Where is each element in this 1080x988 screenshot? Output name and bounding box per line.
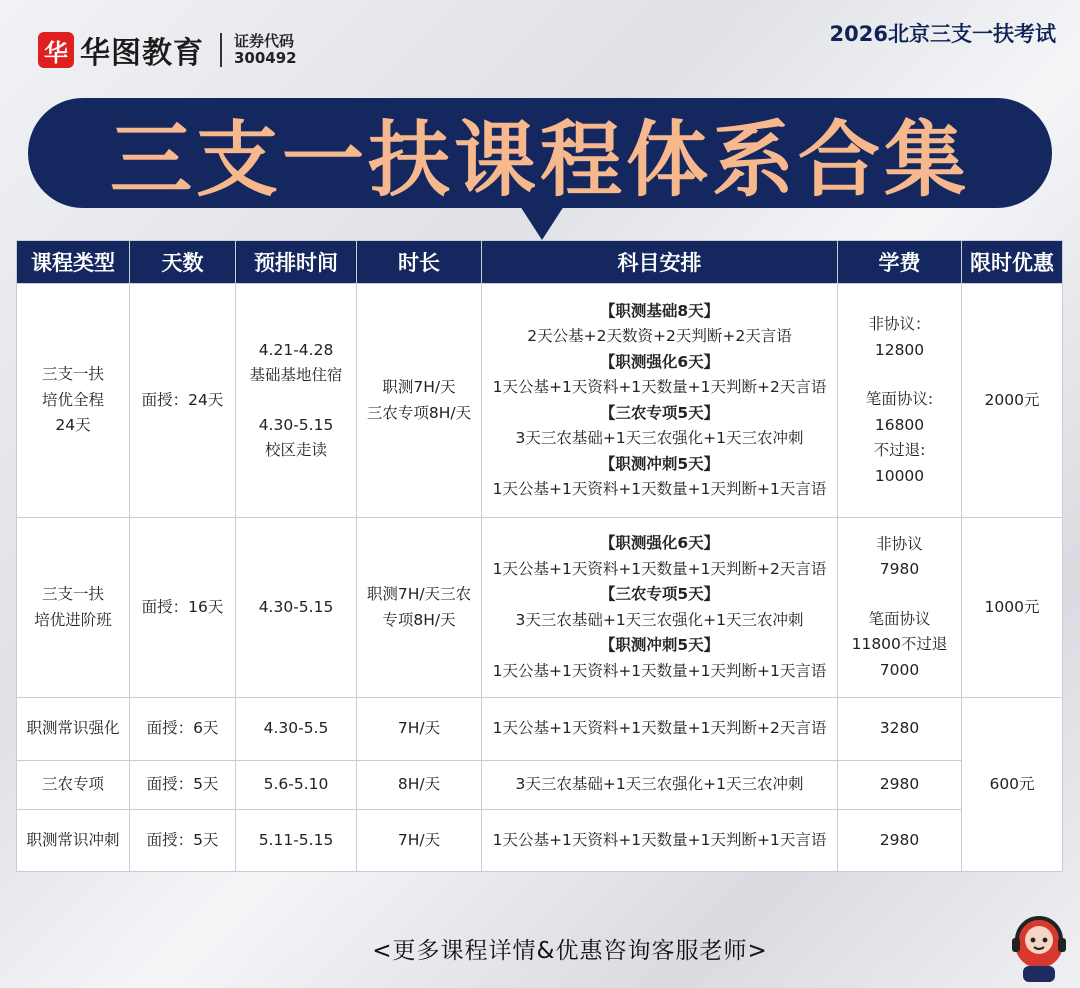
exam-tag: 2026北京三支一扶考试 [829, 22, 1056, 46]
subject-detail: 1天公基+1天资料+1天数量+1天判断+2天言语 [492, 378, 827, 396]
table-row [17, 761, 1063, 810]
days-cell: 面授：5天 [130, 761, 236, 810]
schedule-cell: 5.11-5.15 [236, 810, 357, 872]
subject-detail: 2天公基+2天数资+2天判断+2天言语 [527, 327, 792, 345]
subject-title: 【职测强化6天】 [599, 534, 720, 552]
logo-divider [220, 33, 222, 67]
banner-pointer [520, 206, 564, 240]
subject-title: 【职测冲刺5天】 [599, 636, 720, 654]
subjects-cell: 1天公基+1天资料+1天数量+1天判断+2天言语 [482, 698, 838, 761]
schedule-cell: 4.30-5.5 [236, 698, 357, 761]
logo-mark-icon: 华 [38, 32, 74, 68]
duration-cell: 职测7H/天三农 专项8H/天 [357, 518, 482, 698]
subject-detail: 1天公基+1天资料+1天数量+1天判断+1天言语 [492, 480, 827, 498]
col-header-days: 天数 [130, 241, 236, 284]
fee-cell: 2980 [838, 810, 962, 872]
days-cell: 面授：24天 [130, 284, 236, 518]
title-banner [28, 98, 1052, 208]
table-row [17, 698, 1063, 761]
discount-cell: 2000元 [962, 284, 1063, 518]
subject-title: 【职测强化6天】 [599, 352, 720, 371]
course-type-cell: 三农专项 [17, 761, 130, 810]
duration-cell: 职测7H/天 三农专项8H/天 [357, 284, 482, 518]
discount-cell: 600元 [962, 698, 1063, 872]
brand-name: 华图教育 [80, 36, 204, 71]
table-header-row [17, 241, 1063, 284]
page-title: 三支一扶课程体系合集 [109, 112, 970, 208]
schedule-cell: 4.30-5.15 [236, 518, 357, 698]
subjects-cell: 1天公基+1天资料+1天数量+1天判断+1天言语 [482, 810, 838, 872]
duration-cell: 7H/天 [357, 698, 482, 761]
brand-logo [38, 28, 297, 72]
subject-detail: 1天公基+1天资料+1天数量+1天判断+2天言语 [492, 559, 827, 578]
subject-detail: 3天三农基础+1天三农强化+1天三农冲刺 [515, 610, 804, 629]
col-header-time: 预排时间 [236, 241, 357, 284]
consult-footer-text: <更多课程详情&优惠咨询客服老师> [372, 938, 768, 964]
col-header-duration: 时长 [357, 241, 482, 284]
stock-code-value: 300492 [234, 49, 297, 67]
fee-cell: 3280 [838, 698, 962, 761]
course-table [16, 240, 1063, 872]
subject-detail: 3天三农基础+1天三农强化+1天三农冲刺 [515, 429, 804, 447]
stock-code-block [234, 33, 297, 67]
fee-cell: 2980 [838, 761, 962, 810]
customer-service-mascot-icon [1003, 910, 1075, 984]
fee-cell: 非协议 7980 笔面协议 11800不过退 7000 [838, 518, 962, 698]
subjects-cell [482, 518, 838, 698]
discount-cell: 1000元 [962, 518, 1063, 698]
subject-detail: 1天公基+1天资料+1天数量+1天判断+1天言语 [492, 661, 827, 680]
subject-title: 【职测冲刺5天】 [599, 454, 720, 473]
duration-cell: 8H/天 [357, 761, 482, 810]
course-type-cell: 三支一扶 培优全程 24天 [17, 284, 130, 518]
col-header-subjects: 科目安排 [482, 241, 838, 284]
col-header-type: 课程类型 [17, 241, 130, 284]
stock-code-label: 证券代码 [234, 32, 295, 50]
schedule-cell: 5.6-5.10 [236, 761, 357, 810]
subject-title: 【职测基础8天】 [599, 301, 720, 320]
subject-title: 【三农专项5天】 [599, 403, 720, 422]
table-row [17, 810, 1063, 872]
course-type-cell: 职测常识强化 [17, 698, 130, 761]
subjects-cell: 3天三农基础+1天三农强化+1天三农冲刺 [482, 761, 838, 810]
schedule-cell: 4.21-4.28 基础基地住宿 4.30-5.15 校区走读 [236, 284, 357, 518]
subject-title: 【三农专项5天】 [599, 585, 720, 603]
course-type-cell: 三支一扶 培优进阶班 [17, 518, 130, 698]
subjects-cell [482, 284, 838, 518]
table-row [17, 284, 1063, 518]
fee-cell: 非协议： 12800 笔面协议: 16800 不过退: 10000 [838, 284, 962, 518]
days-cell: 面授：16天 [130, 518, 236, 698]
course-type-cell: 职测常识冲刺 [17, 810, 130, 872]
days-cell: 面授：5天 [130, 810, 236, 872]
col-header-discount: 限时优惠 [962, 241, 1063, 284]
duration-cell: 7H/天 [357, 810, 482, 872]
table-row [17, 518, 1063, 698]
days-cell: 面授：6天 [130, 698, 236, 761]
col-header-fee: 学费 [838, 241, 962, 284]
